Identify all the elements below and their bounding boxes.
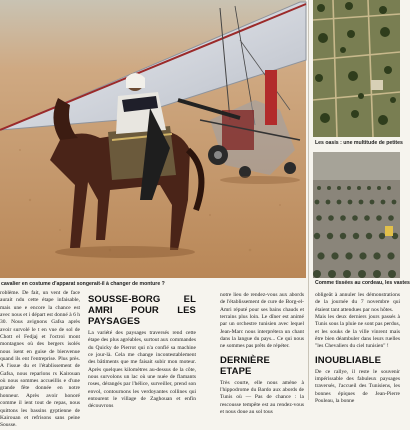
article-column-2 <box>88 290 196 410</box>
oasis-aerial-photo <box>313 0 400 137</box>
section-heading-derniere-etape: DERNIÈRE ETAPE <box>220 354 270 377</box>
column-4-paragraph-1: obligeât à annuler les démonstrations de la journée du 7 novembre qui étaient tant attendues par nos hôtes. <box>315 292 400 313</box>
article-column-4 <box>315 292 400 405</box>
olive-grove-photo <box>313 152 400 278</box>
section-heading-sousse-borg: SOUSSE-BORG EL AMRI POUR LES PAYSAGES <box>88 294 196 327</box>
main-photo-caption: cavalier en costume d'apparat songerait-il à changer de monture ? <box>1 281 165 287</box>
column-4-tail-paragraph: De ce rallye, il reste le souvenir impérissable des fabuleux paysages traversés, l'accueil des Tunisiens, les bonnes épiques de Jean-Pierre Pouleau, la bonne <box>315 368 400 405</box>
article-column-3 <box>220 292 304 416</box>
column-2-paragraph: La variété des paysages traversés rend cette étape des plus agréables, surtout aux commandes du Quicky de Pierrot qui n'a confié sa machine ce jour-là. Cela me change incontestablement des bâtiments que me faisait subir mon moteur. Après quelques kilomètres au-dessus de la côte, nous survolons un lac où une nuée de flamants roses, dérangés par l'hélice, surveiller, prend son envol, contournons les verdoyantes collines qui entourent le village de Zaghouan et enfin découvrons <box>88 330 196 410</box>
oasis-caption: Les oasis : une multitude de petites <box>315 140 403 146</box>
olive-grove-caption: Comme tissées au cordeau, les vastes <box>315 280 410 286</box>
column-3-paragraph: notre lieu de rendez-vous aux abords de l'établissement de cure de Borg-el-Amri réputé pour ses bains chauds et terrains plus loin. Le dîner est animé par un orchestre tunisien avec lequel Jean-Marc nous interprétera un chant dans la langue du pays... Ce qui nous ne sommes pas prêts de répéter. <box>220 292 304 350</box>
column-1-paragraph: roblème. De fait, un vent de face aurait ndu cette étape infaisable, mais une e encore la chance est avec nous et i départ est donné à 6 h 30. Nous avignons Gafsa après avoir survolé le t en vue de sol de Chott el Fedjaj et l'octroi mont montagnes où des bergers isolés nous isent en guise de bienvenue quand ils ent l'entreprise. Plus près. A l'issue du et l'établissement de Gafsa, nous reparlons rs Kairouan où nous sommes accueillis e d'une grande fête donnée en notre honneur. Après avoir honoré comme il ient tout de repas, nous quittons les bassins gyptienne de Kairouan et refrisons sans peine Sousse. <box>0 290 80 429</box>
main-photo-rider-ultralight <box>0 0 306 278</box>
column-3-tail-paragraph: Très courte, elle nous amène à l'hippodrome du Bardo aux abords de Tunis où — Pas de chance : la rescousse tempête est au rendez-vous et nous doue au sol tous <box>220 379 304 416</box>
section-heading-inoubliable: INOUBLIABLE <box>315 354 382 366</box>
column-divider <box>308 0 309 400</box>
column-4-paragraph-2: Mais les deux derniers jours passés à Tunis sous la pluie ne sont pas perdus, et les souks de la ville vinrent mais être bien déambuler dans leurs ruelles "les Chevaliers du ciel tunisien" ! <box>315 314 400 350</box>
article-column-1 <box>0 290 80 429</box>
